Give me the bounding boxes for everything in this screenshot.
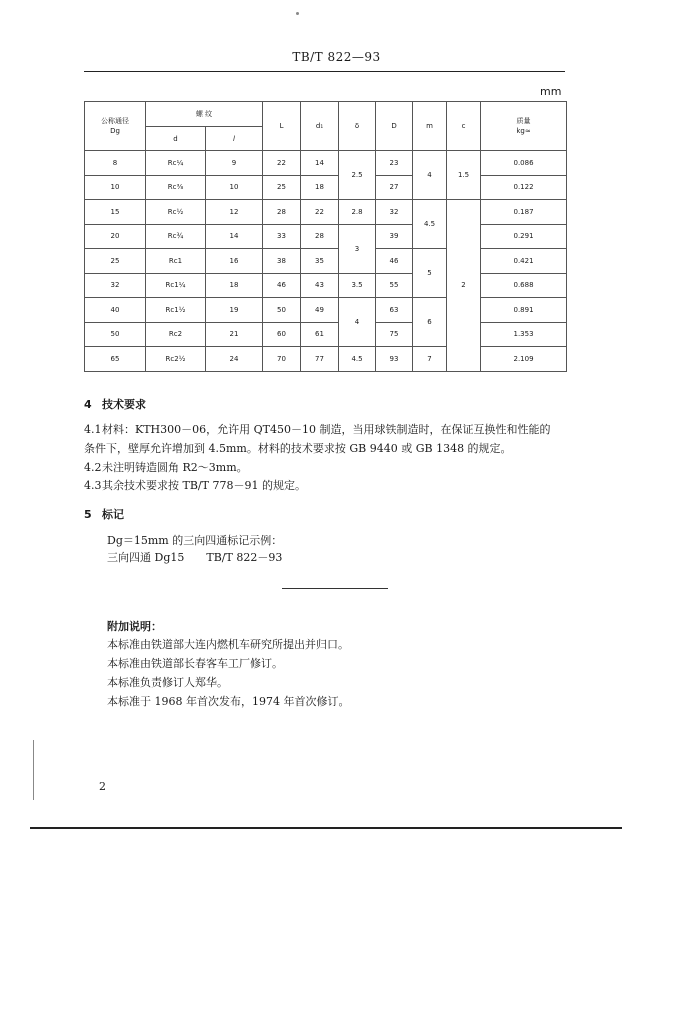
- cell-delta: 3: [339, 224, 376, 273]
- page-header-title: TB/T 822—93: [292, 50, 381, 64]
- marking-example-intro: Dg＝15mm 的三向四通标记示例：: [107, 534, 283, 547]
- cell-l: 21: [206, 322, 263, 347]
- cell-L: 46: [263, 273, 301, 298]
- marking-standard: TB/T 822－93: [206, 551, 283, 564]
- cell-l: 9: [206, 151, 263, 176]
- notes-line: 本标准由铁道部长春客车工厂修订。: [107, 657, 283, 670]
- section-5-number: 5: [84, 508, 92, 521]
- table-row: [85, 273, 567, 298]
- clause-number: 4.3: [84, 479, 102, 492]
- marking-example: [107, 549, 282, 565]
- cell-d: Rc¾: [146, 224, 206, 249]
- cell-d: Rc1¼: [146, 273, 206, 298]
- cell-m: 6: [413, 298, 447, 347]
- scan-mark: [296, 12, 299, 15]
- clause-4-3: [84, 477, 306, 493]
- clause-4-1: [84, 421, 550, 437]
- cell-c: 2: [447, 200, 481, 372]
- cell-d1: 22: [301, 200, 339, 225]
- cell-d1: 61: [301, 322, 339, 347]
- cell-d1: 49: [301, 298, 339, 323]
- cell-D: 39: [376, 224, 413, 249]
- cell-D: 27: [376, 175, 413, 200]
- cell-delta: 2.8: [339, 200, 376, 225]
- header-rule: [84, 71, 565, 72]
- cell-D: 32: [376, 200, 413, 225]
- cell-mass: 0.891: [481, 298, 567, 323]
- cell-c: 1.5: [447, 151, 481, 200]
- cell-m: 5: [413, 249, 447, 298]
- notes-line: 本标准负责修订人郑华。: [107, 676, 228, 689]
- cell-l: 14: [206, 224, 263, 249]
- cell-l: 24: [206, 347, 263, 372]
- cell-D: 75: [376, 322, 413, 347]
- cell-mass: 0.086: [481, 151, 567, 176]
- cell-d1: 77: [301, 347, 339, 372]
- col-header-D: D: [376, 102, 413, 151]
- cell-l: 16: [206, 249, 263, 274]
- cell-L: 70: [263, 347, 301, 372]
- col-header-d1: d₁: [301, 102, 339, 151]
- clause-text: 材料：KTH300－06，允许用 QT450－10 制造，当用球铁制造时，在保证互换性和性能的: [102, 423, 551, 436]
- cell-m: 4.5: [413, 200, 447, 249]
- table-row: [85, 347, 567, 372]
- cell-d: Rc½: [146, 200, 206, 225]
- cell-D: 55: [376, 273, 413, 298]
- cell-D: 46: [376, 249, 413, 274]
- cell-L: 50: [263, 298, 301, 323]
- cell-m: 7: [413, 347, 447, 372]
- section-5-title: 标记: [102, 508, 124, 521]
- col-header-thread: 螺 纹: [146, 102, 263, 127]
- cell-d: Rc⅜: [146, 175, 206, 200]
- notes-heading: 附加说明：: [107, 620, 162, 633]
- cell-mass: 0.187: [481, 200, 567, 225]
- unit-label: mm: [540, 85, 562, 98]
- cell-delta: 4: [339, 298, 376, 347]
- mass-label: 质量: [516, 117, 531, 125]
- cell-d1: 18: [301, 175, 339, 200]
- cell-d: Rc2½: [146, 347, 206, 372]
- cell-dn: 32: [85, 273, 146, 298]
- cell-delta: 4.5: [339, 347, 376, 372]
- cell-L: 28: [263, 200, 301, 225]
- page-number: 2: [99, 780, 106, 793]
- clause-text: 其余技术要求按 TB/T 778－91 的规定。: [102, 479, 306, 492]
- col-header-thread-d: d: [146, 127, 206, 151]
- cell-l: 19: [206, 298, 263, 323]
- table-row: [85, 298, 567, 323]
- col-header-delta: δ: [339, 102, 376, 151]
- section-4-title: 技术要求: [102, 398, 146, 411]
- clause-text: 未注明铸造圆角 R2～3mm。: [102, 461, 248, 474]
- cell-dn: 20: [85, 224, 146, 249]
- dn-label: 公称通径: [101, 117, 129, 125]
- cell-D: 63: [376, 298, 413, 323]
- cell-d1: 28: [301, 224, 339, 249]
- col-header-thread-l: l: [206, 127, 263, 151]
- cell-L: 25: [263, 175, 301, 200]
- cell-d: Rc2: [146, 322, 206, 347]
- mass-unit: kg≈: [516, 127, 531, 135]
- cell-d: Rc1: [146, 249, 206, 274]
- notes-line: 本标准于 1968 年首次发布，1974 年首次修订。: [107, 695, 350, 708]
- cell-L: 38: [263, 249, 301, 274]
- col-header-c: c: [447, 102, 481, 151]
- cell-L: 33: [263, 224, 301, 249]
- cell-L: 22: [263, 151, 301, 176]
- bottom-rule: [30, 827, 622, 829]
- section-5-heading: [84, 506, 124, 522]
- cell-mass: 0.291: [481, 224, 567, 249]
- clause-4-1-continued: 条件下，壁厚允许增加到 4.5mm。材料的技术要求按 GB 9440 或 GB 1348 的规定。: [84, 442, 512, 455]
- cell-delta: 3.5: [339, 273, 376, 298]
- cell-dn: 8: [85, 151, 146, 176]
- cell-dn: 40: [85, 298, 146, 323]
- section-4-number: 4: [84, 398, 92, 411]
- cell-d1: 14: [301, 151, 339, 176]
- cell-d: Rc¼: [146, 151, 206, 176]
- cell-l: 18: [206, 273, 263, 298]
- table-row: [85, 175, 567, 200]
- cell-delta: 2.5: [339, 151, 376, 200]
- notes-line: 本标准由铁道部大连内燃机车研究所提出并归口。: [107, 638, 349, 651]
- section-4-heading: [84, 396, 146, 412]
- col-header-mass: [481, 102, 567, 151]
- cell-dn: 50: [85, 322, 146, 347]
- cell-mass: 2.109: [481, 347, 567, 372]
- cell-dn: 10: [85, 175, 146, 200]
- clause-4-2: [84, 459, 248, 475]
- table-row: [85, 249, 567, 274]
- cell-d: Rc1½: [146, 298, 206, 323]
- marking-product-name: 三向四通 Dg15: [107, 551, 185, 564]
- clause-number: 4.2: [84, 461, 102, 474]
- cell-D: 23: [376, 151, 413, 176]
- cell-mass: 0.421: [481, 249, 567, 274]
- cell-dn: 25: [85, 249, 146, 274]
- dimension-table: [84, 101, 567, 372]
- col-header-L: L: [263, 102, 301, 151]
- cell-l: 12: [206, 200, 263, 225]
- clause-number: 4.1: [84, 423, 102, 436]
- cell-d1: 35: [301, 249, 339, 274]
- cell-l: 10: [206, 175, 263, 200]
- cell-mass: 1.353: [481, 322, 567, 347]
- table-row: [85, 224, 567, 249]
- col-header-dn: [85, 102, 146, 151]
- table-row: [85, 151, 567, 176]
- cell-mass: 0.122: [481, 175, 567, 200]
- cell-m: 4: [413, 151, 447, 200]
- cell-L: 60: [263, 322, 301, 347]
- scan-mark: [33, 740, 34, 800]
- cell-dn: 65: [85, 347, 146, 372]
- cell-mass: 0.688: [481, 273, 567, 298]
- cell-d1: 43: [301, 273, 339, 298]
- col-header-m: m: [413, 102, 447, 151]
- table-row: [85, 322, 567, 347]
- dn-symbol: Dg: [110, 127, 120, 135]
- cell-D: 93: [376, 347, 413, 372]
- separator-rule: [282, 588, 388, 589]
- table-row: [85, 200, 567, 225]
- cell-dn: 15: [85, 200, 146, 225]
